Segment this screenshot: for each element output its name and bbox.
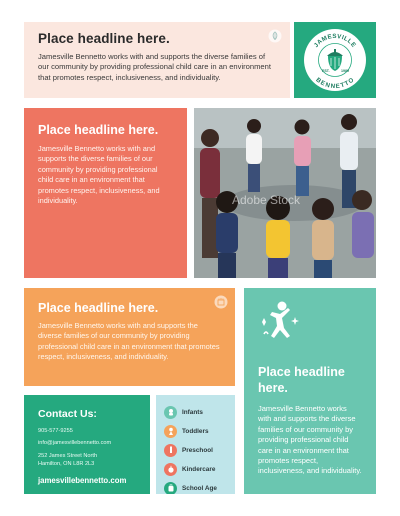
logo-est: EST. [322, 69, 330, 73]
backpack-icon [164, 482, 177, 495]
contact-title: Contact Us: [38, 408, 97, 420]
coral-body: Jamesville Bennetto works with and supports the diverse families of our community by providing professional child care in an environment that promotes respect, inclusiveness, and individuality. [38, 144, 160, 206]
logo-top-text: JAMESVILLE [312, 32, 358, 49]
toddler-icon [164, 425, 177, 438]
photo-watermark: Adobe Stock [232, 193, 301, 207]
apple-icon [164, 463, 177, 476]
coral-panel [24, 108, 187, 278]
program-item-toddlers [164, 423, 227, 439]
logo-year: 1989 [341, 69, 349, 73]
intro-panel [24, 22, 290, 98]
program-label: School Age [182, 484, 217, 492]
program-item-kindercare [164, 461, 227, 477]
crayon-box-icon [214, 295, 228, 309]
program-label: Preschool [182, 446, 213, 454]
contact-address-line1: 252 James Street North [38, 452, 98, 459]
teal-body: Jamesville Bennetto works with and supports the diverse families of our community by providing professional child care in an environment that promotes respect, inclusiveness, and individuality. [258, 404, 362, 476]
intro-body: Jamesville Bennetto works with and supports the diverse families of our community by providing professional child care in an environment that promotes respect, inclusiveness, and individuality. [38, 52, 271, 82]
contact-address-line2: Hamilton, ON L8R 2L3 [38, 461, 95, 468]
program-label: Toddlers [182, 427, 209, 435]
intro-headline: Place headline here. [38, 31, 170, 46]
teal-panel [244, 288, 376, 494]
programs-list [156, 395, 235, 494]
program-label: Kindercare [182, 465, 216, 473]
baby-icon [164, 406, 177, 419]
program-label: Infants [182, 408, 203, 416]
crayon-icon [164, 444, 177, 457]
program-item-infants [164, 404, 227, 420]
contact-email[interactable]: info@jamesvillebennetto.com [38, 440, 112, 447]
contact-panel [24, 395, 150, 494]
logo-bottom-text: BENNETTO [314, 76, 356, 91]
orange-headline: Place headline here. [38, 301, 159, 315]
jamesville-bennetto-logo [301, 26, 369, 94]
orange-panel [24, 288, 235, 386]
orange-body: Jamesville Bennetto works with and supports the diverse families of our community by providing professional child care in an environment that promotes respect, inclusiveness, and individuality. [38, 321, 220, 361]
contact-phone[interactable]: 905-577-9255 [38, 428, 73, 434]
program-item-school-age [164, 480, 227, 494]
teal-headline: Place headline here. [258, 365, 345, 395]
children-photo [194, 108, 376, 278]
program-item-preschool [164, 442, 227, 458]
contact-website[interactable]: jamesvillebennetto.com [38, 475, 127, 485]
coral-headline: Place headline here. [38, 123, 159, 137]
leaf-icon [268, 29, 282, 43]
dancing-child-icon [258, 300, 300, 342]
logo-panel [294, 22, 376, 98]
